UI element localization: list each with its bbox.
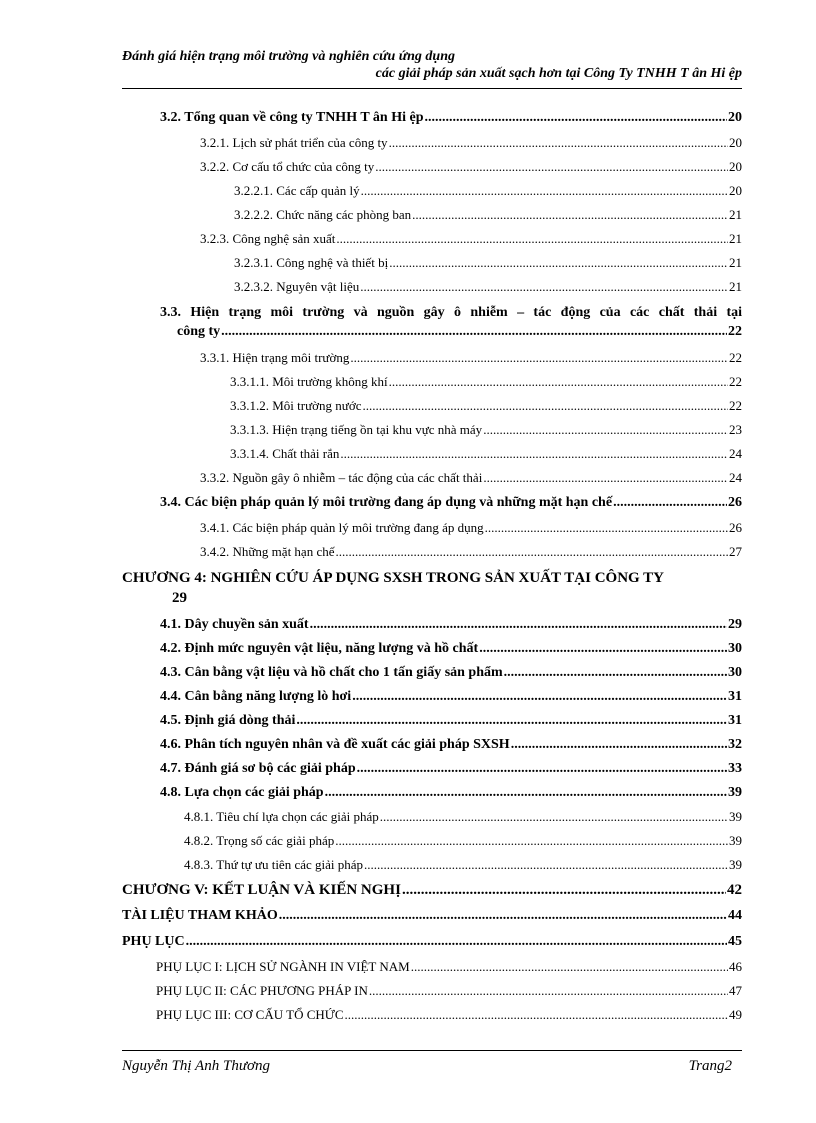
header-line-1: Đánh giá hiện trạng môi trường và nghiên cứu ứng dụng xyxy=(122,49,455,64)
toc-entry-4-8[interactable]: 4.8. Lựa chọn các giải pháp ..... 39 xyxy=(160,785,742,801)
toc-entry-3-2-2-2[interactable]: 3.2.2.2. Chức năng các phòng ban ..... 21 xyxy=(234,207,742,223)
toc-entry-3-4-1[interactable]: 3.4.1. Các biện pháp quản lý môi trường đang áp dụng ..... 26 xyxy=(200,520,742,536)
toc-entry-3-3-line1: 3.3. Hiện trạng môi trường và nguồn gây ô nhiễm – tác động của các chất thải tại xyxy=(160,305,742,320)
toc-entry-3-3-1-4[interactable]: 3.3.1.4. Chất thải rắn ..... 24 xyxy=(230,446,742,462)
toc-entry-3-2-3[interactable]: 3.2.3. Công nghệ sản xuất ..... 21 xyxy=(200,231,742,247)
toc-references[interactable]: TÀI LIỆU THAM KHẢO ..... 44 xyxy=(122,908,742,924)
toc-chapter-4-page: 29 xyxy=(172,590,187,606)
toc-entry-3-2-3-2[interactable]: 3.2.3.2. Nguyên vật liệu ..... 21 xyxy=(234,279,742,295)
toc-entry-3-3-1-2[interactable]: 3.3.1.2. Môi trường nước ..... 22 xyxy=(230,398,742,414)
toc-entry-4-8-3[interactable]: 4.8.3. Thứ tự ưu tiên các giải pháp ..... 39 xyxy=(184,857,742,873)
toc-appendix[interactable]: PHỤ LỤC ..... 45 xyxy=(122,934,742,950)
toc-entry-3-2-3-1[interactable]: 3.2.3.1. Công nghệ và thiết bị ..... 21 xyxy=(234,255,742,271)
footer-rule xyxy=(122,1050,742,1051)
toc-chapter-4[interactable] xyxy=(122,568,742,608)
toc-entry-3-3-cont[interactable]: công ty ..... 22 xyxy=(177,324,742,340)
toc-entry-3-2[interactable]: 3.2. Tổng quan về công ty TNHH T ân Hi ệp ..... 20 xyxy=(160,110,742,126)
toc-chapter-5[interactable]: CHƯƠNG V: KẾT LUẬN VÀ KIẾN NGHỊ ..... 42 xyxy=(122,882,742,899)
toc-chapter-4-title: CHƯƠNG 4: NGHIÊN CỨU ÁP DỤNG SXSH TRONG SẢN XUẤT TẠI CÔNG TY xyxy=(122,570,665,586)
toc-entry-4-4[interactable]: 4.4. Cân bằng năng lượng lò hơi ..... 31 xyxy=(160,689,742,705)
toc-entry-4-3[interactable]: 4.3. Cân bằng vật liệu và hồ chất cho 1 tấn giấy sản phẩm ..... 30 xyxy=(160,665,742,681)
toc-entry-3-3[interactable] xyxy=(160,303,742,322)
toc-entry-3-4[interactable]: 3.4. Các biện pháp quản lý môi trường đang áp dụng và những mặt hạn chế ..... 26 xyxy=(160,495,742,511)
toc-entry-4-5[interactable]: 4.5. Định giá dòng thải ..... 31 xyxy=(160,713,742,729)
toc-entry-4-8-1[interactable]: 4.8.1. Tiêu chí lựa chọn các giải pháp ..... 39 xyxy=(184,809,742,825)
toc-entry-3-3-1-3[interactable]: 3.3.1.3. Hiện trạng tiếng ồn tại khu vực nhà máy ..... 23 xyxy=(230,422,742,438)
toc-entry-3-3-2[interactable]: 3.3.2. Nguồn gây ô nhiễm – tác động của các chất thải ..... 24 xyxy=(200,470,742,486)
toc-entry-4-6[interactable]: 4.6. Phân tích nguyên nhân và đề xuất các giải pháp SXSH ..... 32 xyxy=(160,737,742,753)
page-header xyxy=(122,48,742,82)
header-rule xyxy=(122,88,742,89)
toc-entry-3-4-2[interactable]: 3.4.2. Những mặt hạn chế ..... 27 xyxy=(200,544,742,560)
footer-page-number: Trang2 xyxy=(688,1058,732,1074)
toc-appendix-2[interactable]: PHỤ LỤC II: CÁC PHƯƠNG PHÁP IN ..... 47 xyxy=(156,983,742,999)
toc-entry-4-8-2[interactable]: 4.8.2. Trọng số các giải pháp ..... 39 xyxy=(184,833,742,849)
toc-appendix-3[interactable]: PHỤ LỤC III: CƠ CẤU TỔ CHỨC ..... 49 xyxy=(156,1007,742,1023)
toc-entry-4-2[interactable]: 4.2. Định mức nguyên vật liệu, năng lượng và hồ chất ..... 30 xyxy=(160,641,742,657)
toc-entry-3-3-1-1[interactable]: 3.3.1.1. Môi trường không khí ..... 22 xyxy=(230,374,742,390)
toc-entry-4-7[interactable]: 4.7. Đánh giá sơ bộ các giải pháp ..... 33 xyxy=(160,761,742,777)
toc-appendix-1[interactable]: PHỤ LỤC I: LỊCH SỬ NGÀNH IN VIỆT NAM ..... 46 xyxy=(156,959,742,975)
toc-entry-3-3-1[interactable]: 3.3.1. Hiện trạng môi trường ..... 22 xyxy=(200,350,742,366)
toc-entry-3-2-2-1[interactable]: 3.2.2.1. Các cấp quản lý ..... 20 xyxy=(234,183,742,199)
toc-entry-3-2-2[interactable]: 3.2.2. Cơ cấu tổ chức của công ty ..... 20 xyxy=(200,159,742,175)
footer-author: Nguyễn Thị Anh Thương xyxy=(122,1058,271,1074)
toc-entry-4-1[interactable]: 4.1. Dây chuyền sản xuất ..... 29 xyxy=(160,617,742,633)
header-line-2: các giải pháp sản xuất sạch hơn tại Công Ty TNHH T ân Hi ệp xyxy=(375,66,742,81)
page-footer xyxy=(122,1058,732,1075)
toc-entry-3-2-1[interactable]: 3.2.1. Lịch sử phát triển của công ty ..... 20 xyxy=(200,135,742,151)
